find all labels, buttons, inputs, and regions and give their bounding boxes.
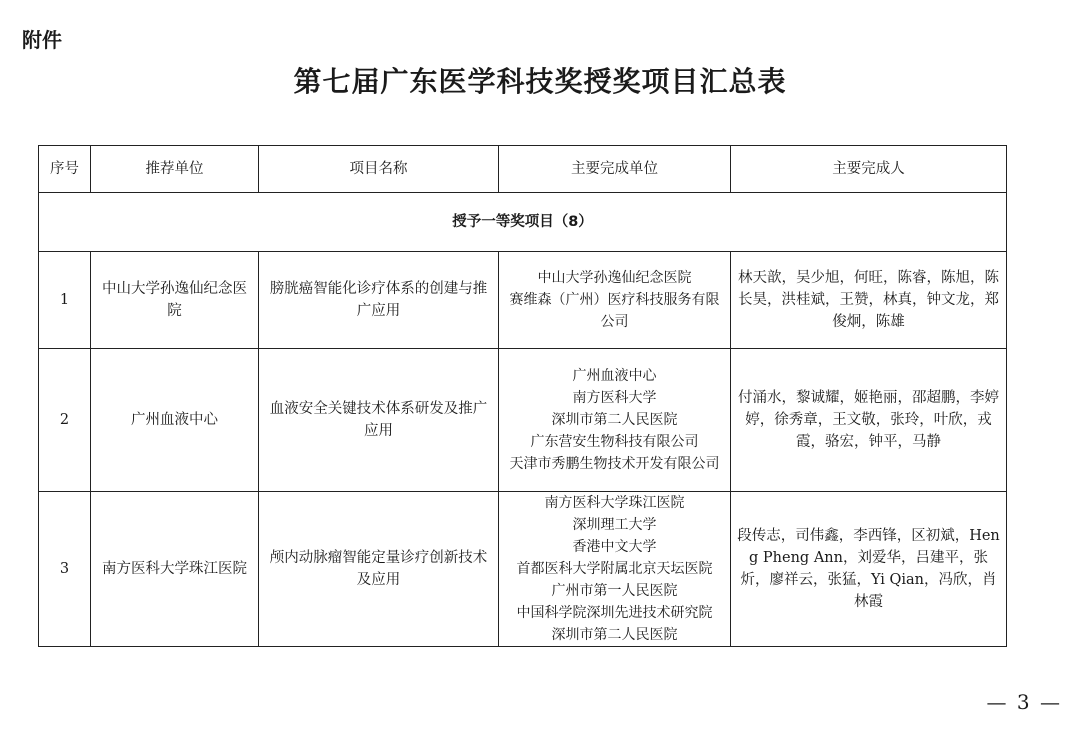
column-header-recommender: 推荐单位 [91, 146, 259, 193]
page-title: 第七届广东医学科技奖授奖项目汇总表 [293, 65, 787, 98]
section-title: 授予一等奖项目（8） [39, 193, 1007, 252]
unit-line: 南方医科大学 [572, 390, 657, 406]
people-cell: 林天歆，吴少旭，何旺，陈睿，陈旭，陈长昊，洪桂斌，王赞，林真，钟文龙，郑俊炯，陈雄 [731, 252, 1007, 349]
section-row [39, 193, 1007, 252]
project-name-cell: 颅内动脉瘤智能定量诊疗创新技术及应用 [259, 492, 499, 647]
unit-line: 深圳理工大学 [572, 517, 657, 533]
table-header-row [39, 146, 1007, 193]
project-name-cell: 膀胱癌智能化诊疗体系的创建与推广应用 [259, 252, 499, 349]
awards-table [38, 145, 1007, 647]
unit-line: 香港中文大学 [572, 539, 657, 555]
unit-line: 赛维森（广州）医疗科技服务有限公司 [509, 292, 720, 330]
unit-line: 广州血液中心 [572, 368, 657, 384]
table-row [39, 252, 1007, 349]
units-cell [499, 349, 731, 492]
people-cell: 付涌水，黎诚耀，姬艳丽，邵超鹏，李婷婷，徐秀章，王文敬，张玲，叶欣，戎霞，骆宏，钟平，马静 [731, 349, 1007, 492]
project-name-cell: 血液安全关键技术体系研发及推广应用 [259, 349, 499, 492]
table-row [39, 492, 1007, 647]
recommender-cell: 广州血液中心 [91, 349, 259, 492]
column-header-project: 项目名称 [259, 146, 499, 193]
column-header-people: 主要完成人 [731, 146, 1007, 193]
unit-line: 广东营安生物科技有限公司 [530, 434, 699, 450]
unit-line: 天津市秀鹏生物技术开发有限公司 [509, 456, 720, 472]
unit-line: 中山大学孙逸仙纪念医院 [537, 270, 692, 286]
row-number: 1 [39, 252, 91, 349]
unit-line: 首都医科大学附属北京天坛医院 [516, 561, 713, 577]
page-number: — 3 — [986, 690, 1062, 714]
unit-line: 中国科学院深圳先进技术研究院 [516, 605, 713, 621]
column-header-no: 序号 [39, 146, 91, 193]
units-cell [499, 252, 731, 349]
row-number: 3 [39, 492, 91, 647]
units-cell [499, 492, 731, 647]
people-cell: 段传志，司伟鑫，李西锋，区初斌，Heng Pheng Ann，刘爱华，吕建平，张炘，廖祥云，张猛，Yi Qian，冯欣，肖林霞 [731, 492, 1007, 647]
recommender-cell: 南方医科大学珠江医院 [91, 492, 259, 647]
attachment-label: 附件 [22, 28, 62, 52]
unit-line: 南方医科大学珠江医院 [544, 495, 685, 511]
table-row [39, 349, 1007, 492]
unit-line: 广州市第一人民医院 [551, 583, 678, 599]
unit-line: 深圳市第二人民医院 [551, 412, 678, 428]
recommender-cell: 中山大学孙逸仙纪念医院 [91, 252, 259, 349]
unit-line: 深圳市第二人民医院 [551, 627, 678, 643]
column-header-units: 主要完成单位 [499, 146, 731, 193]
row-number: 2 [39, 349, 91, 492]
